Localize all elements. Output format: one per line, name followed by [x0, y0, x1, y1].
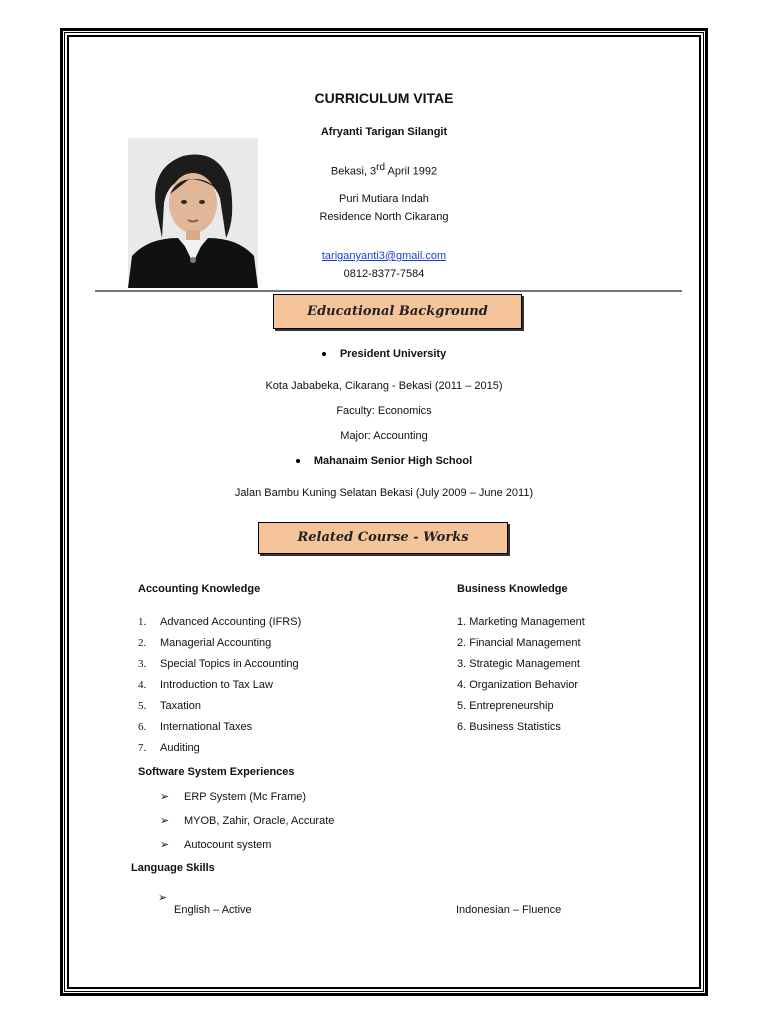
phone-number: 0812-8377-7584 [343, 268, 425, 280]
education-banner: Educational Background [273, 294, 522, 329]
email-container [0, 250, 768, 262]
business-heading: Business Knowledge [457, 583, 568, 595]
list-item: 5. Entrepreneurship [457, 700, 554, 712]
accounting-list [138, 616, 301, 763]
list-item: 3. Special Topics in Accounting [138, 658, 299, 670]
address-line-1: Puri Mutiara Indah [339, 193, 429, 205]
list-item: 7. Auditing [138, 742, 200, 754]
list-item: 3. Strategic Management [457, 658, 580, 670]
bullet-icon [322, 352, 326, 356]
arrow-bullet-icon: ➢ [160, 815, 170, 827]
courses-banner: Related Course - Works [258, 522, 508, 554]
email-link[interactable]: tariganyanti3@gmail.com [321, 250, 447, 262]
software-list [160, 790, 334, 862]
language-heading: Language Skills [131, 862, 215, 874]
list-item: 5. Taxation [138, 700, 201, 712]
birth-suffix: April 1992 [385, 165, 438, 178]
school-2-name: Mahanaim Senior High School [313, 455, 473, 467]
business-list [457, 616, 585, 742]
address-line-2: Residence North Cikarang [319, 211, 449, 223]
candidate-name: Afryanti Tarigan Silangit [320, 126, 448, 138]
document-title: CURRICULUM VITAE [314, 90, 454, 106]
accounting-heading: Accounting Knowledge [138, 583, 261, 595]
profile-photo [128, 138, 258, 288]
list-item: ➢ MYOB, Zahir, Oracle, Accurate [160, 815, 335, 827]
software-heading: Software System Experiences [138, 766, 295, 778]
school-2-location: Jalan Bambu Kuning Selatan Bekasi (July 2009 – June 2011) [234, 487, 534, 499]
list-item: 1. Marketing Management [457, 616, 585, 628]
school-1-major: Major: Accounting [340, 430, 428, 442]
school-1-heading [0, 348, 768, 360]
birth-info [0, 162, 768, 178]
school-2-heading [0, 455, 768, 467]
list-item: 1. Advanced Accounting (IFRS) [138, 616, 302, 628]
arrow-bullet-icon: ➢ [160, 839, 170, 851]
birth-ordinal: rd [376, 162, 386, 173]
list-item: 6. International Taxes [138, 721, 253, 733]
list-item: ➢ ERP System (Mc Frame) [160, 791, 307, 803]
list-item: 4. Introduction to Tax Law [138, 679, 273, 691]
arrow-bullet-icon: ➢ [158, 892, 168, 904]
list-item: 2. Financial Management [457, 637, 581, 649]
arrow-bullet-icon: ➢ [160, 791, 170, 803]
language-indonesian: Indonesian – Fluence [456, 904, 562, 916]
school-1-location: Kota Jababeka, Cikarang - Bekasi (2011 – 2015) [265, 380, 503, 392]
portrait-image [128, 138, 258, 288]
list-item: 2. Managerial Accounting [138, 637, 272, 649]
bullet-icon [296, 459, 300, 463]
list-item: 4. Organization Behavior [457, 679, 579, 691]
list-item: ➢ Autocount system [160, 839, 272, 851]
school-1-faculty: Faculty: Economics [336, 405, 432, 417]
list-item: 6. Business Statistics [457, 721, 561, 733]
header-divider [95, 290, 682, 292]
school-1-name: President University [339, 348, 447, 360]
birth-prefix: Bekasi, 3 [330, 165, 377, 178]
language-english: English – Active [174, 904, 252, 916]
